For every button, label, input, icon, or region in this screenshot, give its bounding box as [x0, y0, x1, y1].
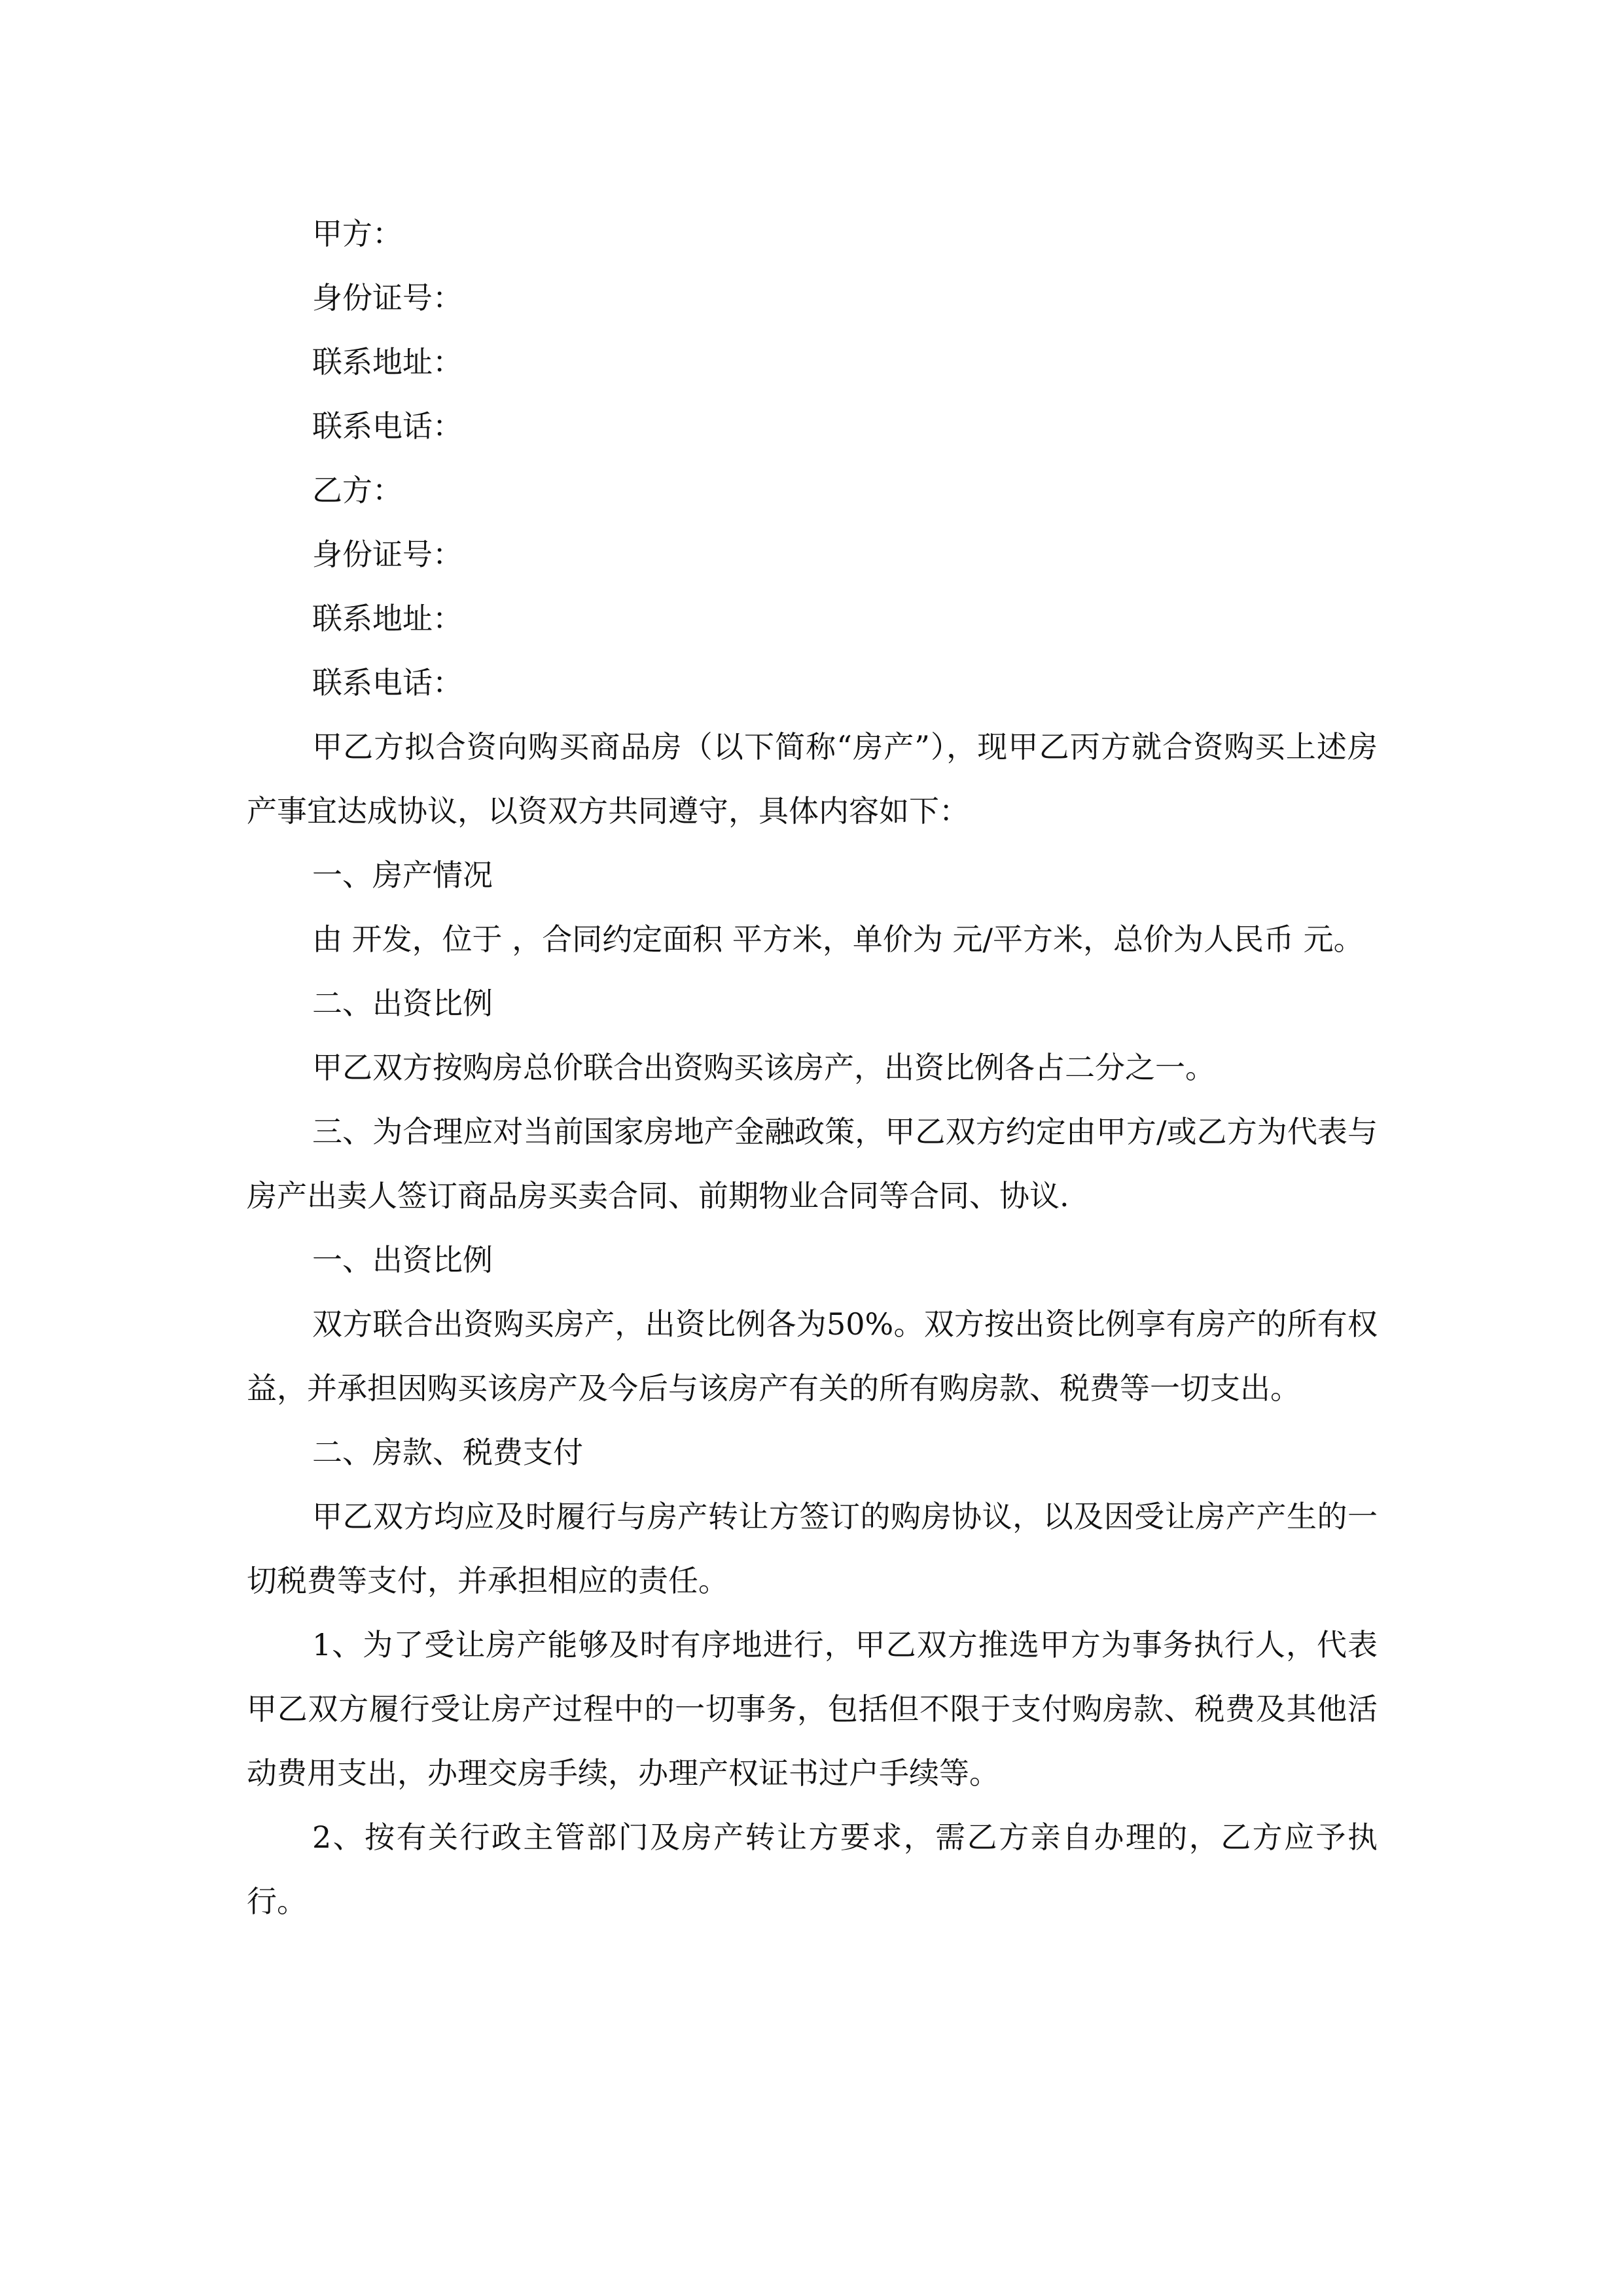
- section-heading: 二、出资比例: [312, 986, 493, 1021]
- party-a-label: 甲方：: [312, 216, 402, 251]
- numbered-item: 1、为了受让房产能够及时有序地进行，甲乙双方推选甲方为事务执行人，代表甲乙双方履行受让房产过程中的一切事务，包括但不限于支付购房款、税费及其他活动费用支出，办理交房手续，办理产权证书过户手续等。: [247, 1627, 1378, 1791]
- party-b-phone-label: 联系电话：: [312, 665, 463, 700]
- section-paragraph: 甲乙双方按购房总价联合出资购买该房产，出资比例各占二分之一。: [312, 1050, 1215, 1085]
- document-body: [247, 202, 1378, 1933]
- intro-paragraph: 甲乙方拟合资向购买商品房（以下简称“房产”），现甲乙丙方就合资购买上述房产事宜达成协议，以资双方共同遵守，具体内容如下：: [247, 729, 1378, 829]
- party-b-address-label: 联系地址：: [312, 601, 463, 636]
- section-heading: 二、房款、税费支付: [312, 1435, 583, 1470]
- party-a-phone-label: 联系电话：: [312, 408, 463, 444]
- section-paragraph: 三、为合理应对当前国家房地产金融政策，甲乙双方约定由甲方/或乙方为代表与房产出卖人签订商品房买卖合同、前期物业合同等合同、协议.: [247, 1114, 1378, 1213]
- section-heading: 一、房产情况: [312, 857, 493, 893]
- party-b-label: 乙方：: [312, 473, 402, 508]
- section-heading: 一、出资比例: [312, 1242, 493, 1278]
- party-a-address-label: 联系地址：: [312, 344, 463, 380]
- party-b-id-label: 身份证号：: [312, 537, 463, 572]
- numbered-item: 2、按有关行政主管部门及房产转让方要求，需乙方亲自办理的，乙方应予执行。: [247, 1820, 1378, 1919]
- section-paragraph: 甲乙双方均应及时履行与房产转让方签订的购房协议，以及因受让房产产生的一切税费等支付，并承担相应的责任。: [247, 1499, 1378, 1598]
- section-paragraph: 双方联合出资购买房产，出资比例各为50%。双方按出资比例享有房产的所有权益，并承担因购买该房产及今后与该房产有关的所有购房款、税费等一切支出。: [247, 1306, 1378, 1406]
- party-a-id-label: 身份证号：: [312, 280, 463, 315]
- section-paragraph: 由 开发，位于 ，合同约定面积 平方米，单价为 元/平方米，总价为人民币 元。: [312, 922, 1364, 957]
